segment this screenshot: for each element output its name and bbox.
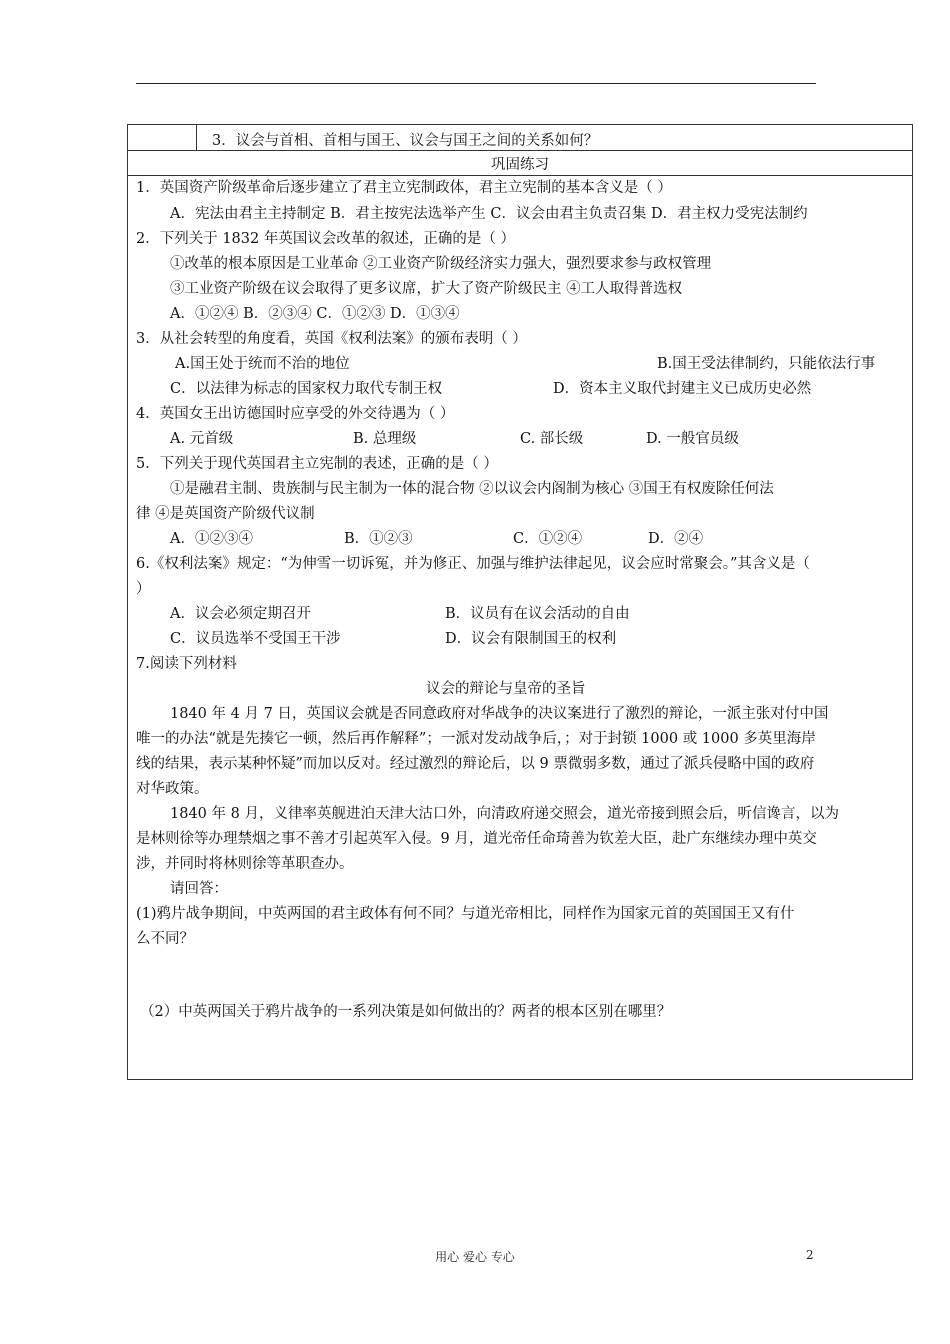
text-line: D. 一般官员级 — [646, 431, 739, 447]
text-line: 6.《权利法案》规定：“为伸雪一切诉冤，并为修正、加强与维护法律起见，议会应时常聚会。”其含义是（ — [136, 556, 810, 572]
text-line: A.国王处于统而不治的地位 — [175, 356, 350, 372]
text-line: A. 元首级 — [170, 431, 234, 447]
text-line: B．议员有在议会活动的自由 — [445, 606, 630, 622]
text-line: C．①②④ — [513, 531, 583, 547]
text-line: A．①②④ B．②③④ C．①②③ D．①③④ — [170, 306, 460, 322]
text-line: D．②④ — [648, 531, 704, 547]
text-line: 涉，并同时将林则徐等革职查办。 — [136, 856, 354, 872]
text-line: 1840 年 4 月 7 日，英国议会就是否同意政府对华战争的决议案进行了激烈的辩论，一派主张对付中国 — [170, 706, 829, 722]
text-line: 5．下列关于现代英国君主立宪制的表述，正确的是（ ） — [136, 456, 498, 472]
text-line: 请回答： — [170, 881, 228, 897]
text-line: 线的结果，表示某种怀疑”而加以反对。经过激烈的辩论后，以 9 票微弱多数，通过了派兵侵略中国的政府 — [136, 756, 815, 772]
text-line: 2．下列关于 1832 年英国议会改革的叙述，正确的是（ ） — [136, 231, 515, 247]
page-number: 2 — [806, 1248, 814, 1262]
text-line: 么不同？ — [136, 931, 194, 947]
text-line: B. 总理级 — [353, 431, 417, 447]
text-line: 4．英国女王出访德国时应享受的外交待遇为（ ） — [136, 406, 455, 422]
text-line: A．宪法由君主主持制定 B．君主按宪法选举产生 C．议会由君主负责召集 D．君主权力受宪法制约 — [170, 206, 808, 222]
text-line: B.国王受法律制约，只能依法行事 — [657, 356, 876, 372]
text-line: 议会的辩论与皇帝的圣旨 — [426, 681, 586, 697]
header-rule — [136, 83, 816, 84]
text-line: 1．英国资产阶级革命后逐步建立了君主立宪制政体，君主立宪制的基本含义是（ ） — [136, 180, 672, 196]
text-line: 3．从社会转型的角度看，英国《权利法案》的颁布表明（ ） — [136, 331, 527, 347]
text-line: 1840 年 8 月，义律率英舰进泊天津大沽口外，向清政府递交照会，道光帝接到照会后，听信谗言，以为 — [170, 806, 839, 822]
text-line: 是林则徐等办理禁烟之事不善才引起英军入侵。9 月，道光帝任命琦善为钦差大臣，赴广东继续办理中英交 — [136, 831, 817, 847]
question-row — [128, 125, 912, 151]
text-line: ①是融君主制、贵族制与民主制为一体的混合物 ②以议会内阁制为核心 ③国王有权废除任何法 — [170, 481, 774, 497]
text-line: C. 部长级 — [520, 431, 584, 447]
text-line: （2）中英两国关于鸦片战争的一系列决策是如何做出的？两者的根本区别在哪里？ — [140, 1004, 672, 1020]
text-line: 律 ④是英国资产阶级代议制 — [136, 506, 315, 522]
text-line: 对华政策。 — [136, 781, 209, 797]
text-line: A．①②③④ — [170, 531, 253, 547]
text-line: C．以法律为标志的国家权力取代专制王权 — [170, 381, 443, 397]
text-line: C．议员选举不受国王干涉 — [170, 631, 341, 647]
text-line: D．议会有限制国王的权利 — [445, 631, 617, 647]
empty-left-cell — [128, 125, 197, 150]
text-line: B．①②③ — [344, 531, 413, 547]
section-title: 巩固练习 — [491, 157, 549, 173]
text-line: ） — [136, 581, 151, 597]
section-header-row — [128, 150, 912, 176]
text-line: A．议会必须定期召开 — [170, 606, 311, 622]
text-line: ①改革的根本原因是工业革命 ②工业资产阶级经济实力强大，强烈要求参与政权管理 — [170, 256, 712, 272]
question-text: 3．议会与首相、首相与国王、议会与国王之间的关系如何？ — [212, 133, 599, 149]
text-line: 唯一的办法“就是先揍它一顿，然后再作解释”；一派对发动战争后，；对于封锁 1000 或 1000 多英里海岸 — [136, 731, 816, 747]
text-line: D．资本主义取代封建主义已成历史必然 — [553, 381, 812, 397]
text-line: (1)鸦片战争期间，中英两国的君主政体有何不同？与道光帝相比，同样作为国家元首的英国国王又有什 — [136, 906, 795, 922]
text-line: 7.阅读下列材料 — [136, 656, 237, 672]
footer-text: 用心 爱心 专心 — [435, 1250, 515, 1264]
text-line: ③工业资产阶级在议会取得了更多议席，扩大了资产阶级民主 ④工人取得普选权 — [170, 281, 683, 297]
